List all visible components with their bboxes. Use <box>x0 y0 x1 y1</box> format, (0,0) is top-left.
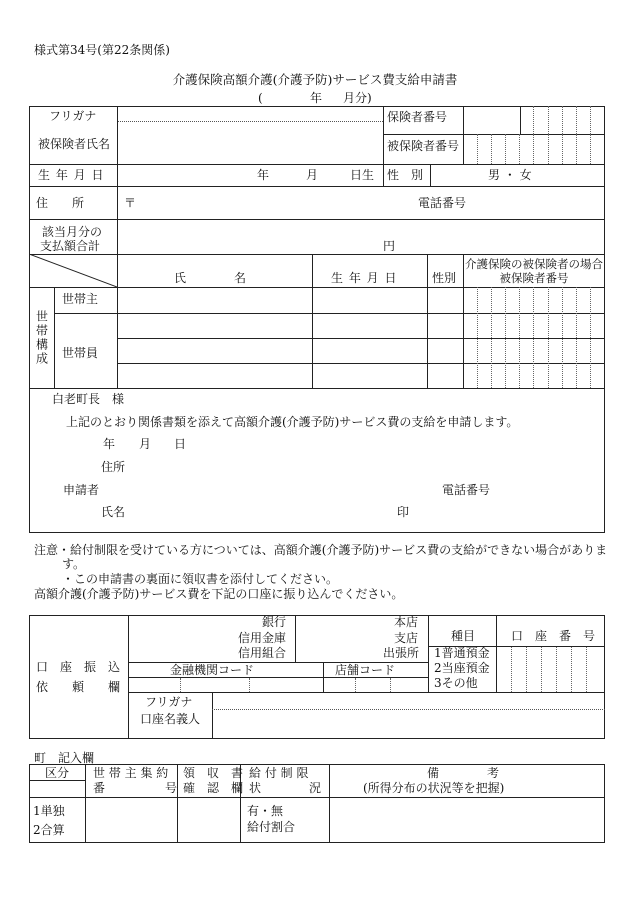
town-heading: 町 記入欄 <box>34 751 95 765</box>
postal-mark: 〒 <box>124 196 137 210</box>
col-setai-1: 世 帯 主 集 約 <box>93 766 169 780</box>
branch-type-sub: 出張所 <box>383 646 420 660</box>
bank-side-label-1: 口 座 振 込 <box>36 660 121 674</box>
period-year-label: 年 <box>310 91 323 105</box>
household-member-label: 世帯員 <box>62 346 99 360</box>
birth-year-unit: 年 <box>257 168 270 182</box>
note-1-cont: す。 <box>62 557 86 571</box>
decl-applicant: 申請者 <box>63 483 100 497</box>
kubun-option-2[interactable]: 2合算 <box>33 823 65 837</box>
decl-name: 氏名 <box>101 505 126 519</box>
col-insured-header-2: 被保険者番号 <box>499 271 569 285</box>
bank-type-kumiai: 信用組合 <box>238 646 287 660</box>
furigana-field[interactable] <box>118 107 382 121</box>
gender-options[interactable]: 男 ・ 女 <box>488 168 532 182</box>
note-2: ・この申請書の裏面に領収書を添付してください。 <box>62 572 339 586</box>
decl-month: 月 <box>139 437 152 451</box>
branch-code-label: 店舗コード <box>335 663 396 677</box>
form-number: 様式第34号(第22条関係) <box>34 43 170 57</box>
yen-unit: 円 <box>383 239 396 253</box>
col-kubun: 区分 <box>45 766 70 780</box>
page-title: 介護保険高額介護(介護予防)サービス費支給申請書 <box>172 72 458 87</box>
insurer-number-label: 保険者番号 <box>387 110 448 124</box>
addressee: 白老町長 様 <box>52 392 125 406</box>
col-insured-header-1: 介護保険の被保険者の場合 <box>465 257 603 271</box>
address-label: 住 所 <box>36 196 85 210</box>
insured-number-field[interactable] <box>464 135 604 163</box>
birthdate-label: 生 年 月 日 <box>38 168 105 182</box>
phone-label: 電話番号 <box>418 196 467 210</box>
account-number-label: 口 座 番 号 <box>511 629 596 643</box>
decl-address: 住所 <box>101 460 126 474</box>
seal-mark: 印 <box>397 505 410 519</box>
account-type-1[interactable]: 1普通預金 <box>434 646 490 660</box>
insured-name-field[interactable] <box>118 122 382 163</box>
col-receipt-2: 確 認 欄 <box>183 781 244 795</box>
account-type-2[interactable]: 2当座預金 <box>434 661 490 675</box>
payment-label-2: 支払額合計 <box>40 239 101 253</box>
branch-type-head: 本店 <box>394 615 419 629</box>
declaration-statement: 上記のとおり関係書類を添えて高額介護(介護予防)サービス費の支給を申請します。 <box>66 415 519 429</box>
payment-total-field[interactable] <box>118 221 378 252</box>
col-name-header: 氏 名 <box>174 271 247 285</box>
insured-number-label: 被保険者番号 <box>387 139 460 153</box>
col-setai-2: 番 号 <box>93 781 178 795</box>
transfer-instruction: 高額介護(介護予防)サービス費を下記の口座に振り込んでください。 <box>34 587 404 601</box>
col-receipt-1: 領 収 書 <box>183 766 244 780</box>
limit-option[interactable]: 有・無 <box>247 804 284 818</box>
holder-name-field[interactable] <box>213 711 603 737</box>
gender-label: 性 別 <box>387 168 424 182</box>
household-head-label: 世帯主 <box>62 292 99 306</box>
col-limit-1: 給 付 制 限 <box>249 766 309 780</box>
col-limit-2: 状 況 <box>249 781 322 795</box>
benefit-ratio-label: 給付割合 <box>247 820 296 834</box>
remarks-sub: (所得分布の状況等を把握) <box>363 781 505 795</box>
insurer-number-field[interactable] <box>464 107 519 133</box>
col-birth-header: 生 年 月 日 <box>331 271 398 285</box>
birth-day-unit: 日生 <box>350 168 375 182</box>
bank-type-shinkin: 信用金庫 <box>238 631 287 645</box>
period-open: ( <box>258 91 263 105</box>
account-type-label: 種目 <box>451 629 476 643</box>
branch-type-branch: 支店 <box>394 631 419 645</box>
decl-phone: 電話番号 <box>442 483 491 497</box>
insured-name-label: 被保険者氏名 <box>38 137 111 151</box>
col-remarks: 備 考 <box>427 766 500 780</box>
bank-type-bank: 銀行 <box>262 615 287 629</box>
payment-label-1: 該当月分の <box>42 225 103 239</box>
bank-side-label-2: 依 頼 欄 <box>36 680 121 694</box>
diagonal-corner-line <box>29 254 117 287</box>
birth-month-unit: 月 <box>306 168 319 182</box>
address-field[interactable] <box>140 188 410 217</box>
account-type-3[interactable]: 3その他 <box>434 676 478 690</box>
col-gender-header: 性別 <box>432 271 457 285</box>
household-side-label: 世帯構成 <box>34 310 49 366</box>
decl-year: 年 <box>103 437 116 451</box>
kubun-option-1[interactable]: 1単独 <box>33 804 65 818</box>
holder-furigana-label: フリガナ <box>145 695 193 709</box>
furigana-label: フリガナ <box>49 109 97 123</box>
decl-day: 日 <box>174 437 187 451</box>
inst-code-label: 金融機関コード <box>170 663 255 677</box>
note-1: 注意・給付制限を受けている方については、高額介護(介護予防)サービス費の支給ができない場合がありま <box>34 543 608 557</box>
period-month-label: 月分) <box>343 91 372 105</box>
holder-name-label: 口座名義人 <box>140 712 201 726</box>
